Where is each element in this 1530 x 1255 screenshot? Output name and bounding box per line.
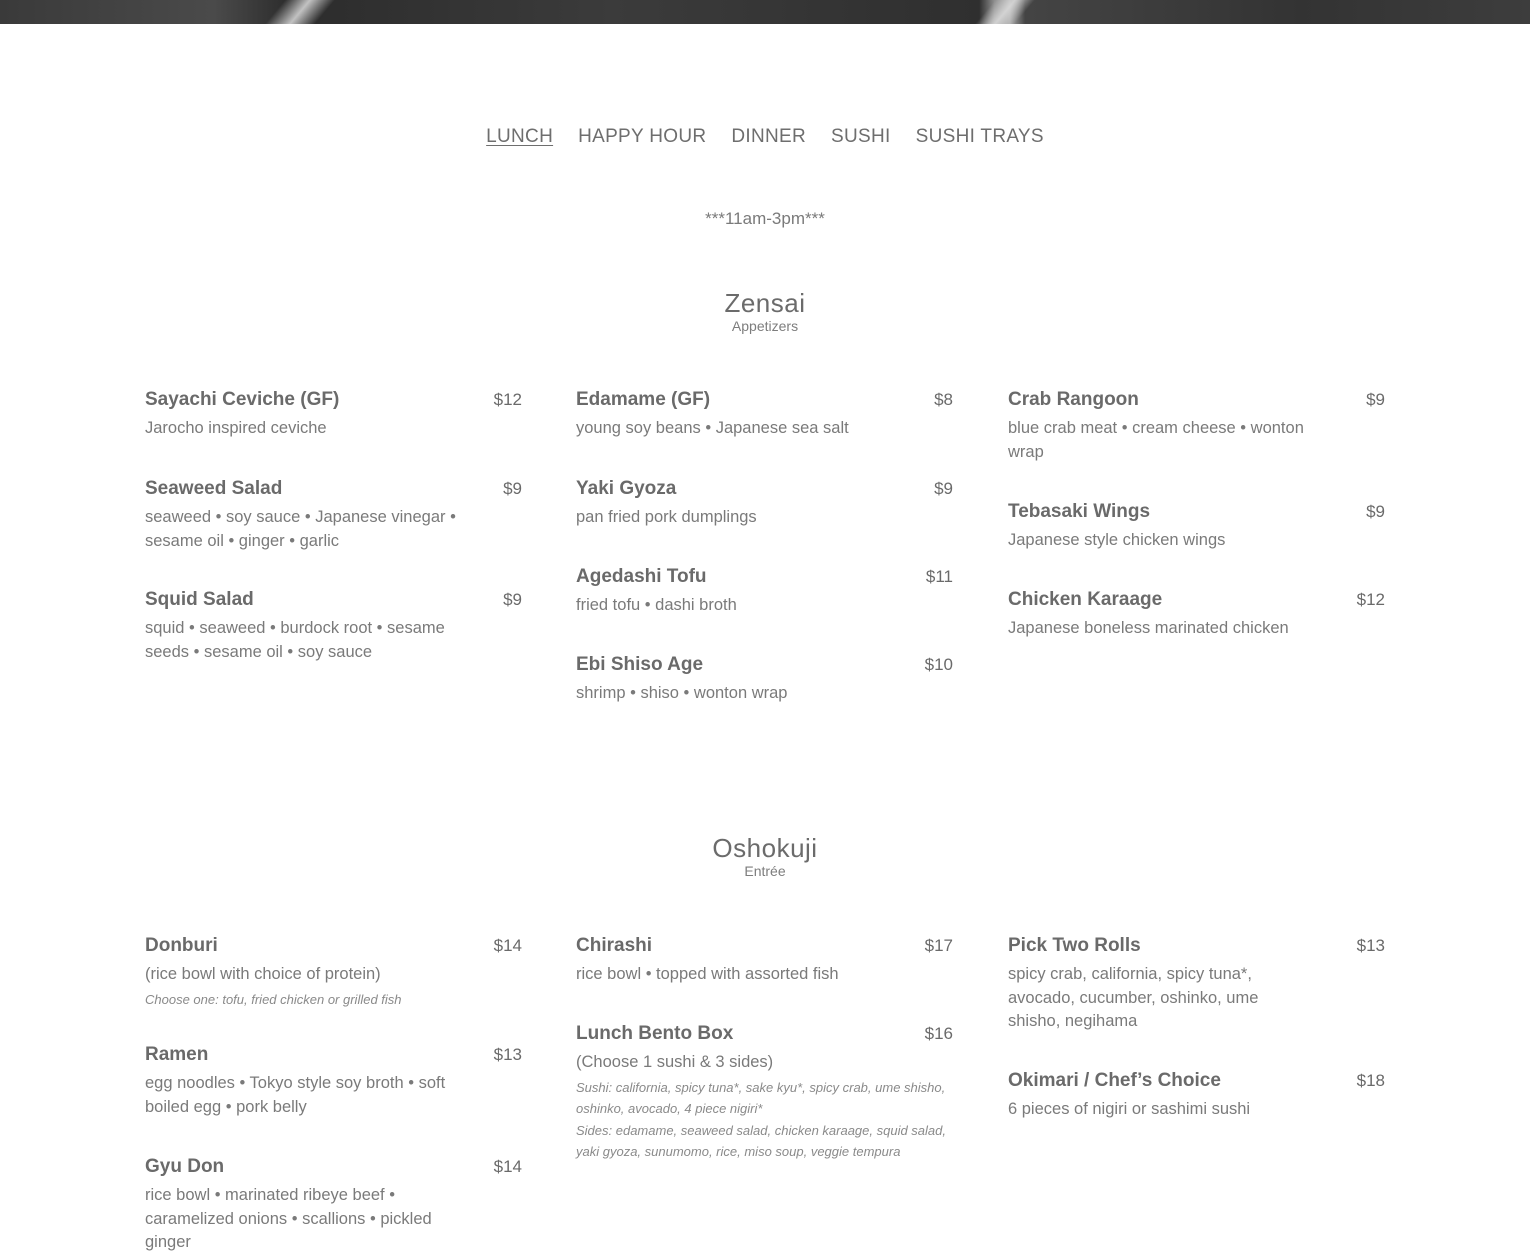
- item-note: Sushi: california, spicy tuna*, sake kyu*, spicy crab, ume shisho, oshinko, avocado, 4 piece nigiri*: [576, 1079, 946, 1116]
- item-name: Edamame (GF): [576, 389, 711, 410]
- menu-tabs: [0, 126, 1530, 148]
- menu-item: [1008, 935, 1385, 1034]
- item-price: $12: [1356, 590, 1385, 609]
- item-name: Seaweed Salad: [145, 478, 283, 499]
- item-description: Jarocho inspired ceviche: [145, 419, 327, 437]
- menu-item: [145, 589, 522, 664]
- section-title: Zensai: [724, 288, 806, 318]
- item-price: $17: [924, 936, 953, 955]
- tab-dinner[interactable]: DINNER: [731, 126, 807, 147]
- item-price: $14: [493, 1157, 522, 1176]
- menu-item: [576, 1023, 953, 1163]
- item-description: egg noodles • Tokyo style soy broth • soft boiled egg • pork belly: [145, 1074, 446, 1116]
- item-price: $14: [493, 936, 522, 955]
- item-name: Sayachi Ceviche (GF): [145, 389, 340, 410]
- item-description: rice bowl • marinated ribeye beef • caramelized onions • scallions • pickled ginger: [145, 1186, 432, 1251]
- item-price: $18: [1356, 1071, 1385, 1090]
- item-description: (Choose 1 sushi & 3 sides): [576, 1053, 774, 1071]
- item-description: squid • seaweed • burdock root • sesame seeds • sesame oil • soy sauce: [145, 619, 445, 661]
- section-subtitle: Entrée: [744, 863, 786, 879]
- item-description: young soy beans • Japanese sea salt: [576, 419, 849, 437]
- item-price: $9: [503, 590, 522, 609]
- item-note: Sides: edamame, seaweed salad, chicken karaage, squid salad, yaki gyoza, sunumomo, rice, miso soup, veggie tempura: [576, 1122, 946, 1159]
- menu-item: [1008, 1070, 1385, 1122]
- item-name: Squid Salad: [145, 589, 254, 610]
- menu-item: [1008, 589, 1385, 641]
- item-price: $13: [493, 1045, 522, 1064]
- tab-sushi[interactable]: SUSHI: [831, 126, 891, 147]
- item-description: blue crab meat • cream cheese • wonton wrap: [1008, 419, 1304, 461]
- menu-item: [576, 389, 953, 441]
- menu-item: [576, 478, 953, 530]
- lunch-hours: ***11am-3pm***: [705, 209, 825, 228]
- item-description: seaweed • soy sauce • Japanese vinegar • sesame oil • ginger • garlic: [145, 508, 456, 550]
- menu-item: [145, 389, 522, 441]
- item-price: $9: [1366, 390, 1385, 409]
- menu-item: [145, 935, 522, 1010]
- tab-lunch[interactable]: LUNCH: [486, 126, 554, 147]
- section-header-oshokuji: [0, 833, 1530, 879]
- item-name: Ebi Shiso Age: [576, 654, 704, 675]
- hero-highlight: [265, 0, 335, 24]
- tab-sushi-trays[interactable]: SUSHI TRAYS: [915, 126, 1044, 147]
- item-description: Japanese style chicken wings: [1008, 531, 1226, 549]
- item-name: Yaki Gyoza: [576, 478, 677, 499]
- item-description: shrimp • shiso • wonton wrap: [576, 684, 788, 702]
- item-description: (rice bowl with choice of protein): [145, 965, 381, 983]
- item-description: rice bowl • topped with assorted fish: [576, 965, 839, 983]
- item-price: $9: [1366, 502, 1385, 521]
- item-description: fried tofu • dashi broth: [576, 596, 737, 614]
- item-name: Donburi: [145, 935, 218, 956]
- item-description: pan fried pork dumplings: [576, 508, 757, 526]
- menu-item: [576, 935, 953, 987]
- item-price: $9: [503, 479, 522, 498]
- item-description: Japanese boneless marinated chicken: [1008, 619, 1289, 637]
- item-price: $13: [1356, 936, 1385, 955]
- item-name: Lunch Bento Box: [576, 1023, 734, 1044]
- item-name: Crab Rangoon: [1008, 389, 1139, 410]
- item-price: $10: [924, 655, 953, 674]
- hero-image: [0, 0, 1530, 24]
- item-name: Chirashi: [576, 935, 653, 956]
- section-header-zensai: [0, 288, 1530, 334]
- item-name: Ramen: [145, 1044, 209, 1065]
- item-name: Pick Two Rolls: [1008, 935, 1141, 956]
- item-price: $16: [924, 1024, 953, 1043]
- item-price: $9: [934, 479, 953, 498]
- tab-happy-hour[interactable]: HAPPY HOUR: [578, 126, 707, 147]
- hero-highlight: [975, 0, 1035, 24]
- item-note: Choose one: tofu, fried chicken or grilled fish: [145, 991, 402, 1007]
- menu-item: [145, 478, 522, 553]
- item-name: Gyu Don: [145, 1156, 225, 1177]
- item-description: spicy crab, california, spicy tuna*, avocado, cucumber, oshinko, ume shisho, negihama: [1008, 965, 1259, 1030]
- menu-item: [1008, 389, 1385, 464]
- item-price: $11: [925, 567, 953, 586]
- section-subtitle: Appetizers: [731, 318, 799, 334]
- menu-item: [145, 1156, 522, 1255]
- section-title: Oshokuji: [712, 833, 818, 863]
- item-price: $8: [934, 390, 953, 409]
- item-name: Okimari / Chef’s Choice: [1008, 1070, 1221, 1091]
- item-price: $12: [493, 390, 522, 409]
- menu-item: [145, 1044, 522, 1119]
- menu-item: [576, 654, 953, 706]
- item-name: Chicken Karaage: [1008, 589, 1163, 610]
- item-name: Tebasaki Wings: [1008, 501, 1151, 522]
- menu-item: [1008, 501, 1385, 553]
- item-description: 6 pieces of nigiri or sashimi sushi: [1008, 1100, 1251, 1118]
- item-name: Agedashi Tofu: [576, 566, 707, 587]
- menu-item: [576, 566, 953, 618]
